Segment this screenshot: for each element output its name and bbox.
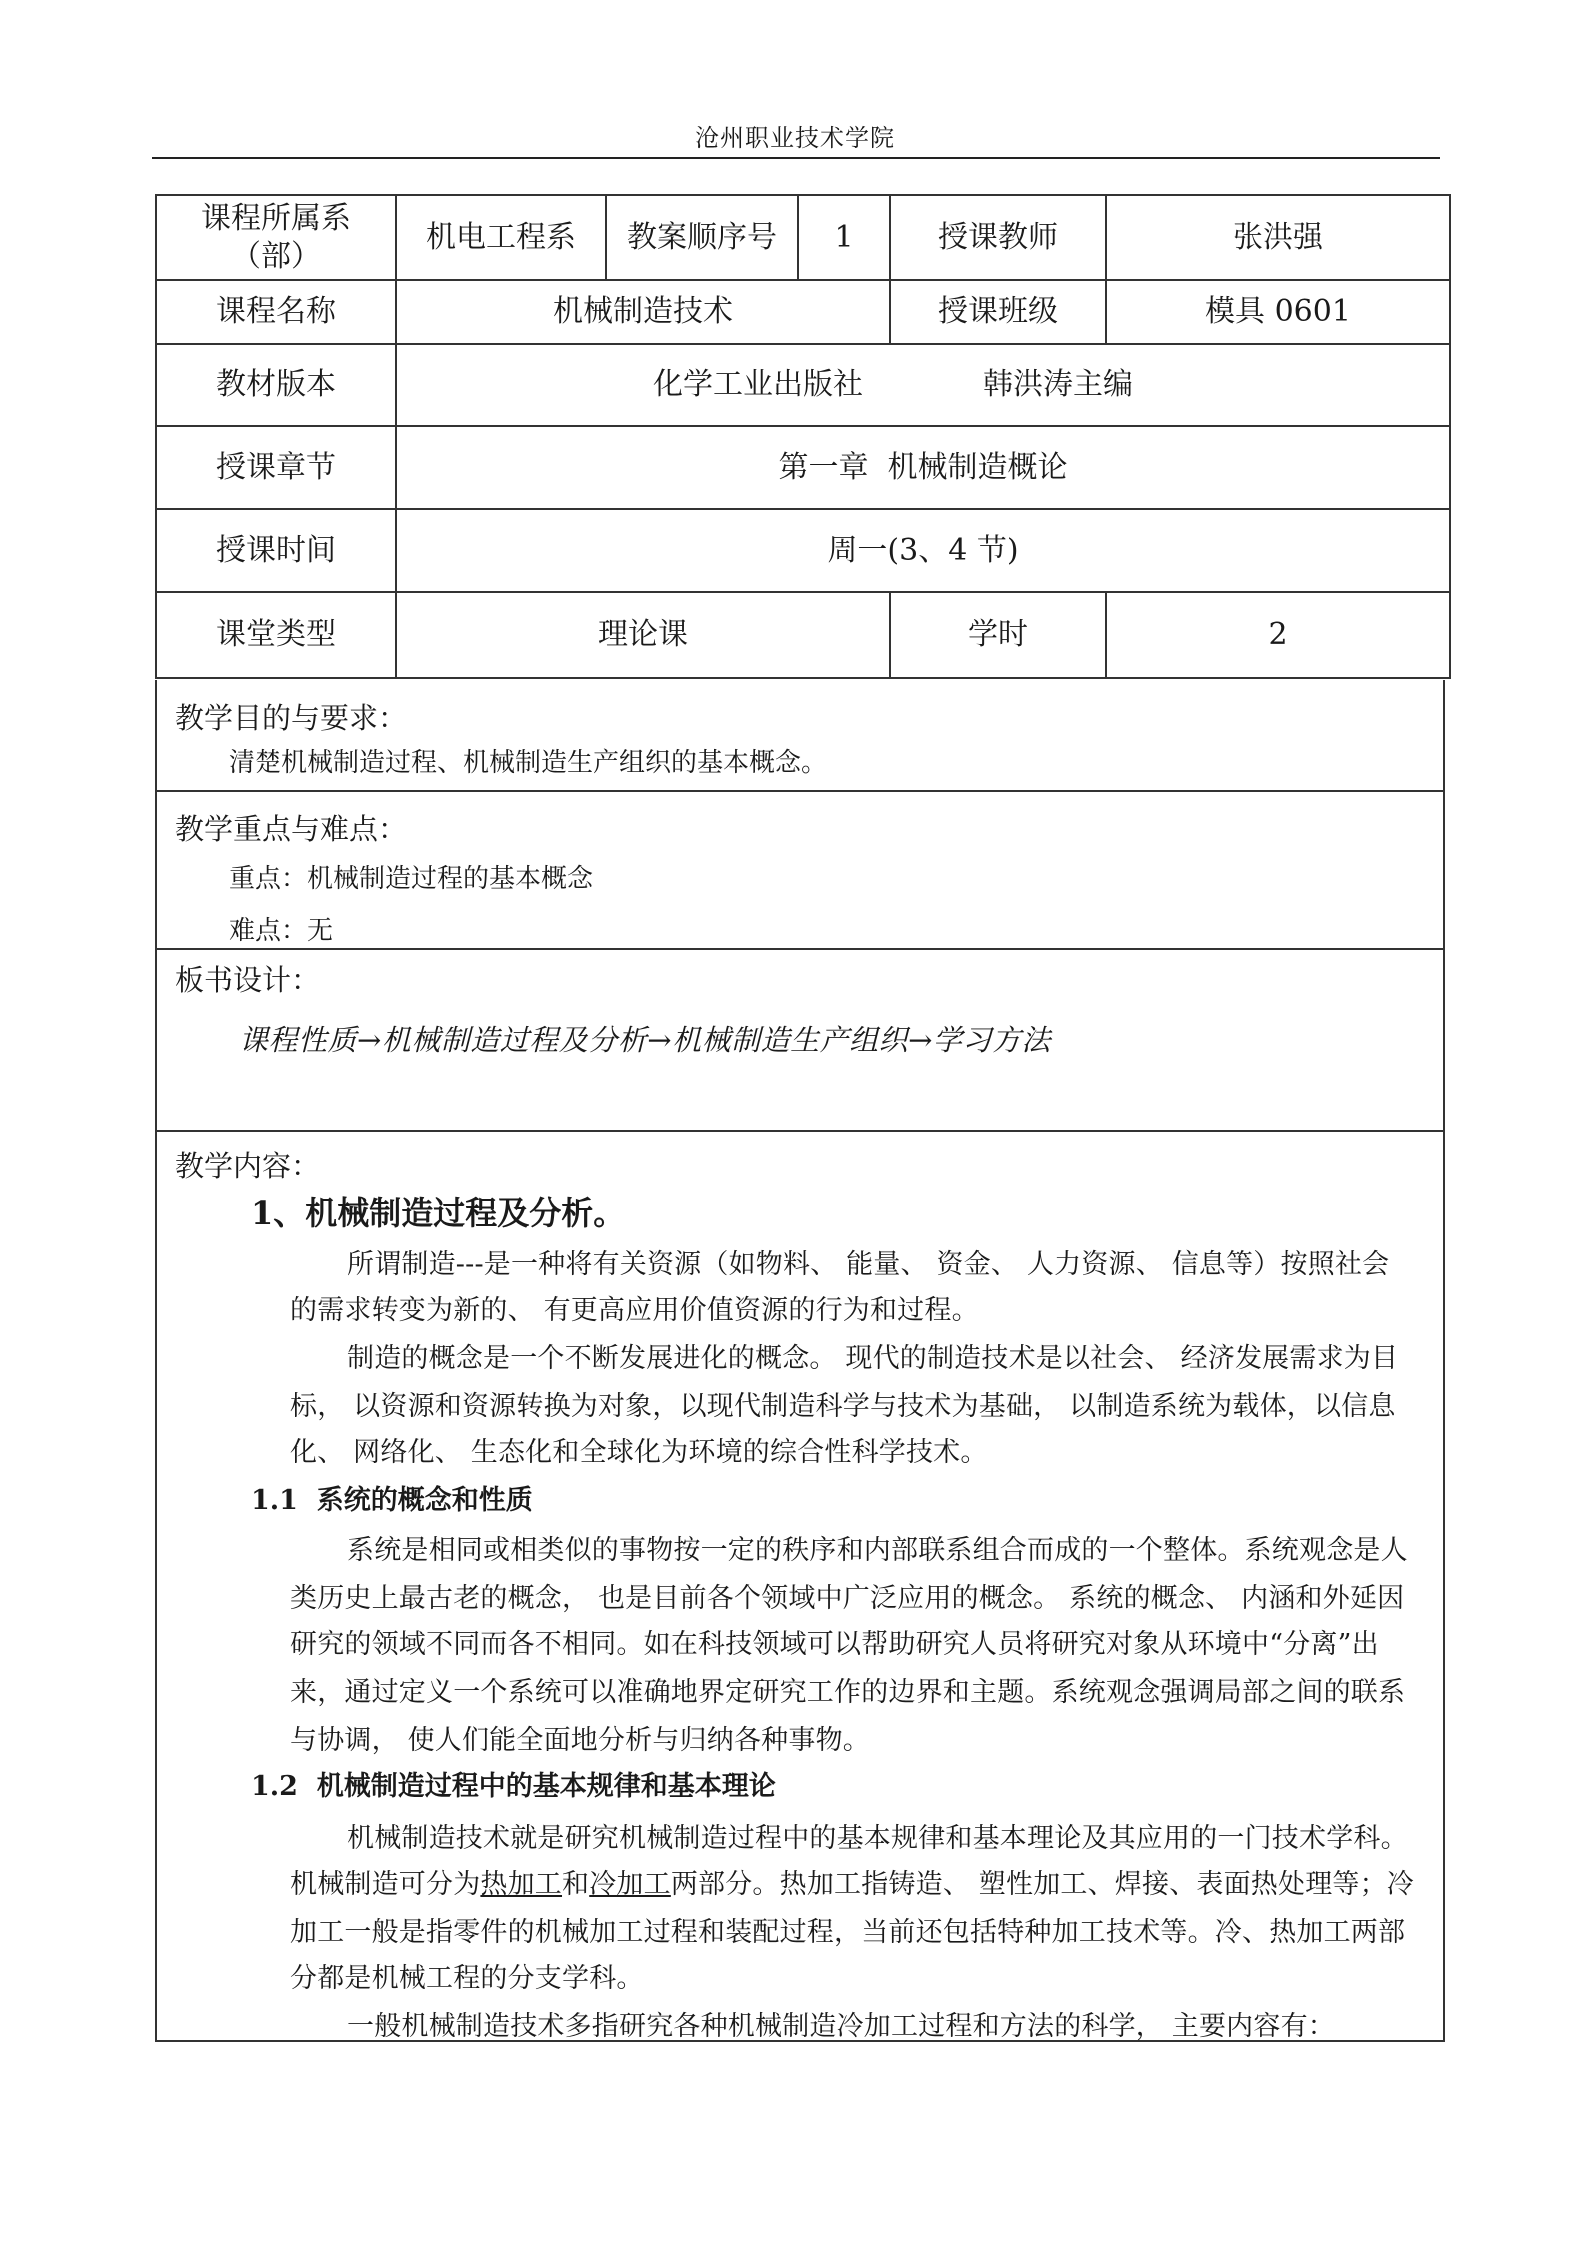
chapter-value: 第一章 机械制造概论 bbox=[396, 426, 1450, 509]
board-design-text: 课程性质→机械制造过程及分析→机械制造生产组织→学习方法 bbox=[239, 1023, 1051, 1057]
board-design-section bbox=[155, 950, 1445, 1132]
cold-working-term: 冷加工 bbox=[589, 1869, 671, 1900]
paragraph-line: 系统是相同或相类似的事物按一定的秩序和内部联系组合而成的一个整体。系统观念是人 bbox=[347, 1535, 1408, 1566]
table-row bbox=[156, 592, 1450, 678]
dept-label: 课程所属系（部） bbox=[156, 195, 396, 280]
paragraph-line: 化、 网络化、 生态化和全球化为环境的综合性科学技术。 bbox=[290, 1437, 988, 1468]
teacher-value: 张洪强 bbox=[1106, 195, 1450, 280]
header-rule bbox=[152, 157, 1440, 159]
table-row bbox=[156, 344, 1450, 426]
paragraph-line: 类历史上最古老的概念， 也是目前各个领域中广泛应用的概念。 系统的概念、 内涵和外延因 bbox=[290, 1583, 1405, 1614]
class-value: 模具 0601 bbox=[1106, 280, 1450, 344]
textbook-value bbox=[396, 344, 1450, 426]
class-label: 授课班级 bbox=[890, 280, 1106, 344]
text-run: 两部分。热加工指铸造、 塑性加工、焊接、表面热处理等；冷 bbox=[670, 1869, 1415, 1900]
dept-value: 机电工程系 bbox=[396, 195, 606, 280]
hours-value: 2 bbox=[1106, 592, 1450, 678]
time-label: 授课时间 bbox=[156, 509, 396, 592]
objectives-section bbox=[155, 680, 1445, 792]
paragraph-line: 的需求转变为新的、 有更高应用价值资源的行为和过程。 bbox=[290, 1295, 979, 1326]
textbook-label: 教材版本 bbox=[156, 344, 396, 426]
key-points-section bbox=[155, 792, 1445, 950]
type-value: 理论课 bbox=[396, 592, 890, 678]
paragraph-line: 机械制造技术就是研究机械制造过程中的基本规律和基本理论及其应用的一门技术学科。 bbox=[347, 1823, 1408, 1854]
paragraph-line: 所谓制造---是一种将有关资源（如物料、 能量、 资金、 人力资源、 信息等）按照社会 bbox=[347, 1249, 1390, 1280]
paragraph-line: 研究的领域不同而各不相同。如在科技领域可以帮助研究人员将研究对象从环境中“分离”出 bbox=[290, 1629, 1379, 1660]
time-value: 周一(3、4 节) bbox=[396, 509, 1450, 592]
hot-working-term: 热加工 bbox=[480, 1869, 563, 1900]
table-row bbox=[156, 426, 1450, 509]
paragraph-line: 标， 以资源和资源转换为对象，以现代制造科学与技术为基础， 以制造系统为载体，以信息 bbox=[290, 1391, 1396, 1422]
content-section bbox=[155, 1132, 1445, 2042]
paragraph-line: 分都是机械工程的分支学科。 bbox=[290, 1963, 644, 1994]
table-row bbox=[156, 280, 1450, 344]
content-title: 教学内容： bbox=[175, 1149, 321, 1183]
paragraph-line: 加工一般是指零件的机械加工过程和装配过程，当前还包括特种加工技术等。冷、热加工两部 bbox=[290, 1917, 1406, 1948]
content-heading-1-1: 1.1 系统的概念和性质 bbox=[251, 1485, 533, 1516]
seq-value: 1 bbox=[798, 195, 890, 280]
table-row bbox=[156, 195, 1450, 280]
key-points-title: 教学重点与难点： bbox=[175, 812, 408, 846]
paragraph-line: 一般机械制造技术多指研究各种机械制造冷加工过程和方法的科学， 主要内容有： bbox=[347, 2011, 1335, 2042]
objectives-text: 清楚机械制造过程、机械制造生产组织的基本概念。 bbox=[229, 748, 828, 778]
hours-label: 学时 bbox=[890, 592, 1106, 678]
page-header-title: 沧州职业技术学院 bbox=[695, 124, 895, 152]
paragraph-line: 与协调， 使人们能全面地分析与归纳各种事物。 bbox=[290, 1725, 870, 1756]
paragraph-line bbox=[290, 1862, 1414, 1901]
course-info-table bbox=[155, 194, 1451, 679]
seq-label: 教案顺序号 bbox=[606, 195, 798, 280]
difficulty-text: 难点：无 bbox=[229, 916, 334, 946]
paragraph-line: 来，通过定义一个系统可以准确地界定研究工作的边界和主题。系统观念强调局部之间的联系 bbox=[290, 1677, 1406, 1708]
text-run: 机械制造可分为 bbox=[290, 1869, 481, 1900]
chapter-label: 授课章节 bbox=[156, 426, 396, 509]
content-heading-1-2: 1.2 机械制造过程中的基本规律和基本理论 bbox=[251, 1771, 776, 1802]
content-heading-1: 1、机械制造过程及分析。 bbox=[251, 1194, 626, 1232]
course-label: 课程名称 bbox=[156, 280, 396, 344]
teacher-label: 授课教师 bbox=[890, 195, 1106, 280]
publisher: 化学工业出版社 bbox=[653, 367, 863, 403]
type-label: 课堂类型 bbox=[156, 592, 396, 678]
paragraph-line: 制造的概念是一个不断发展进化的概念。 现代的制造技术是以社会、 经济发展需求为目 bbox=[347, 1343, 1399, 1374]
objectives-title: 教学目的与要求： bbox=[175, 701, 408, 735]
text-run: 和 bbox=[562, 1869, 590, 1900]
table-row bbox=[156, 509, 1450, 592]
course-value: 机械制造技术 bbox=[396, 280, 890, 344]
editor: 韩洪涛主编 bbox=[983, 367, 1133, 403]
key-point-text: 重点：机械制造过程的基本概念 bbox=[229, 864, 594, 894]
board-design-title: 板书设计： bbox=[175, 963, 321, 997]
